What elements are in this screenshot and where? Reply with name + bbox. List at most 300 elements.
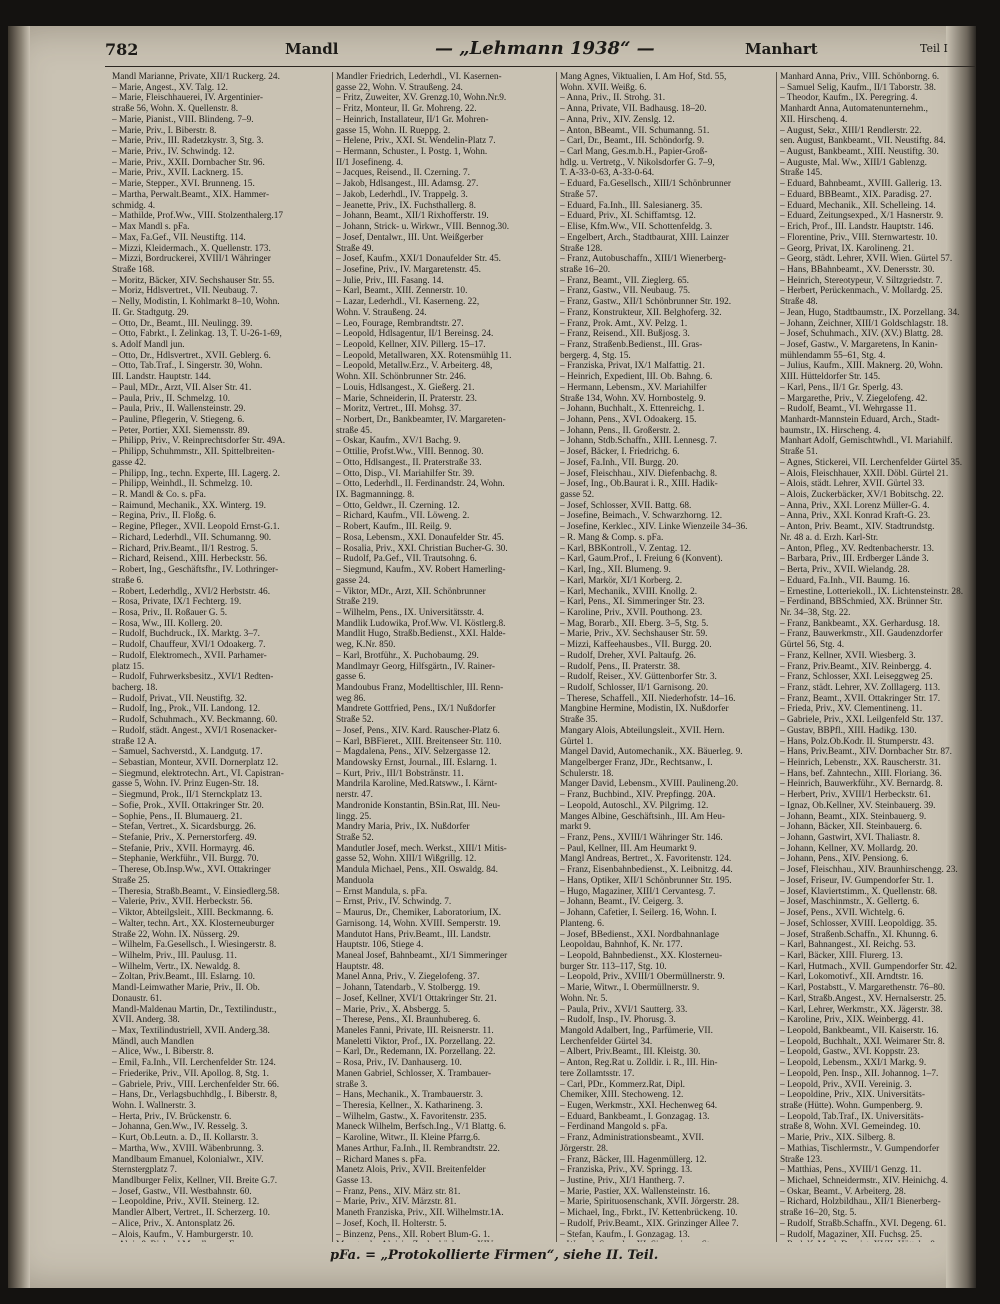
column-4 bbox=[780, 72, 974, 1242]
column-divider bbox=[332, 72, 333, 1242]
entry-line: – Robert, Kaufm., III. Reilg. 9. bbox=[336, 522, 452, 533]
header-rule bbox=[105, 66, 975, 67]
entry-line: – Franziska, Privat, IX/1 Malfattig. 21. bbox=[560, 361, 705, 372]
entry-line: – Josef, Schlosser, XVIII. Leopoldigg. 35. bbox=[780, 918, 938, 929]
entry-line: – Josef, Schlosser, XVII. Battg. 68. bbox=[560, 500, 692, 511]
entry-line: – Franz, Administrationsbeamt., XVII. bbox=[560, 1133, 704, 1144]
entry-line: – Anna, Priv., II. Strohg. 31. bbox=[560, 93, 666, 104]
entry-line: – Ferdinand Mangold s. pFa. bbox=[560, 1122, 668, 1133]
entry-line: gasse 6. bbox=[336, 672, 366, 683]
entry-line: bacherg. 18. bbox=[112, 682, 158, 693]
entry-line: – Wilhelm, Priv., III. Paulusg. 11. bbox=[112, 950, 237, 961]
entry-line: platz 15. bbox=[112, 661, 145, 672]
entry-line: – Leopoldine, Priv., XIX. Universitäts- bbox=[780, 1090, 926, 1101]
entry-line: – Johann, Gastwirt, XVI. Thaliastr. 8. bbox=[780, 833, 920, 844]
entry-line: – Marie, Priv., XXII. Dornbacher Str. 96. bbox=[112, 157, 265, 168]
entry-line: – Heinrich, Stereotypeur, V. Siltzgriedstr. 7. bbox=[780, 275, 943, 286]
entry-line: – Marie, Schneiderin, II. Praterstr. 23. bbox=[336, 393, 477, 404]
entry-line: – Florentine, Priv., VIII. Sternwartestr. 10. bbox=[780, 232, 938, 243]
entry-line: – Karl, Bäcker, XIII. Flurerg. 13. bbox=[780, 950, 903, 961]
entry-line: – Hans, bef. Zahntechn., XIII. Floriang. 36. bbox=[780, 768, 942, 779]
entry-line: – Ernst, Priv., IV. Schwindg. 7. bbox=[336, 897, 452, 908]
header-right-word: Manhart bbox=[745, 40, 818, 58]
entry-line: – Viktor, Abteilgsleit., XIII. Beckmanng. 6. bbox=[112, 908, 274, 919]
entry-line: – Robert, Ing., Geschäftsfhr., IV. Lothringer- bbox=[112, 565, 279, 576]
entry-line: – Ignaz, Ob.Kellner, XV. Steinbauerg. 39. bbox=[780, 800, 936, 811]
entry-line: – Hugo, Magaziner, XIII/1 Cervantesg. 7. bbox=[560, 886, 716, 897]
entry-line: Leopoldau, Bahnhof, K. Nr. 177. bbox=[560, 940, 683, 951]
entry-line: – Josef, Dentalwr., III. Unt. Weißgerber bbox=[336, 232, 484, 243]
entry-line: – Binzenz, Pens., XII. Robert Blum-G. 1. bbox=[336, 1229, 490, 1240]
entry-line: Gürtel 1. bbox=[560, 736, 594, 747]
entry-line: – Sofie, Prok., XVII. Ottakringer Str. 20. bbox=[112, 800, 264, 811]
entry-line: – Oskar, Beamt., V. Arbeiterg. 28. bbox=[780, 1186, 906, 1197]
entry-line: mühlendamm 55–61, Stg. 4. bbox=[780, 350, 886, 361]
entry-line: Mandler Friedrich, Lederhdl., VI. Kasernen- bbox=[336, 72, 502, 82]
entry-line: – Franz, Gastw., VII. Neubaug. 75. bbox=[560, 286, 691, 297]
entry-line: – Otto, Disp., VI. Mariahilfer Str. 39. bbox=[336, 468, 475, 479]
entry-line: Planteng. 6. bbox=[560, 918, 605, 929]
entry-line: – Fritz, Monteur, II. Gr. Mohreng. 22. bbox=[336, 104, 477, 115]
entry-line: Gürtel 56, Stg. 4. bbox=[780, 640, 845, 651]
entry-line: – Erich, Prof., III. Landstr. Hauptstr. 146. bbox=[780, 222, 934, 233]
entry-line: – Karoline, Priv., XIX. Weinbergg. 41. bbox=[780, 1015, 924, 1026]
entry-line: tere Zollamtsstr. 17. bbox=[560, 1068, 635, 1079]
entry-line: – Eduard, Mechanik., XII. Schelleing. 14. bbox=[780, 200, 936, 211]
entry-line: – Viktor, MDr., Arzt, XII. Schönbrunner bbox=[336, 586, 486, 597]
entry-line: – Louis, Hdlsangest., X. Gießerg. 21. bbox=[336, 382, 475, 393]
entry-line: – Rudolf, Insp., IV. Phorusg. 3. bbox=[560, 1015, 676, 1026]
entry-line: Wohn. Nr. 5. bbox=[560, 993, 608, 1004]
entry-line: – Rudolf, Reiser., XV. Güttenborfer Str. 3. bbox=[560, 672, 717, 683]
entry-line: – August, Bankbeamt., XIII. Neustiftg. 30. bbox=[780, 147, 939, 158]
entry-line: – Leopold, Priv., XVII. Vereinig. 3. bbox=[780, 1079, 912, 1090]
entry-line: Straße 52. bbox=[336, 715, 374, 726]
entry-line: – Franziska, Priv., XV. Springg. 13. bbox=[560, 1165, 693, 1176]
entry-line: – Johanna, Gen.Ww., IV. Resselg. 3. bbox=[112, 1122, 248, 1133]
entry-line: – Eduard, Priv., XI. Schiffamtsg. 12. bbox=[560, 211, 696, 222]
entry-line: – Georg, Privat, IX. Karolineng. 21. bbox=[780, 243, 915, 254]
entry-line: – Marie, Spirituosenschank, XVII. Jörgerstr. 28. bbox=[560, 1197, 740, 1208]
entry-line: II/1 Josefineng. 4. bbox=[336, 157, 404, 168]
entry-line: XII. Hirschenq. 4. bbox=[780, 114, 848, 125]
entry-line: – Alice, Ww., I. Biberstr. 8. bbox=[112, 1047, 214, 1058]
entry-line: burger Str. 113–117, Stg. 10. bbox=[560, 961, 667, 972]
entry-line: lingg. 25. bbox=[336, 811, 372, 822]
entry-line: – Marie, Priv., XV. Sechshauser Str. 59. bbox=[560, 629, 708, 640]
entry-line: Mandutot Hans, Priv.Beamt., III. Landstr. bbox=[336, 929, 491, 940]
entry-line: – Leopold, Metallw.Erz., V. Arbeiterg. 48, bbox=[336, 361, 493, 372]
entry-line: – Hans, Priv.Beamt., XIV. Dornbacher Str. 87. bbox=[780, 747, 952, 758]
entry-line: Mandry Maria, Priv., IX. Nußdorfer bbox=[336, 822, 470, 833]
entry-line: – Gabriele, Priv., XXI. Leilgenfeld Str. 137. bbox=[780, 715, 944, 726]
entry-line: – Leopold, Bankbeamt., VII. Kaiserstr. 16. bbox=[780, 1025, 939, 1036]
entry-line: – Josef, Fleischhau., XIV. Braunhirschengg. 23. bbox=[780, 865, 958, 876]
entry-line: – Eduard, Fa.Inh., III. Salesianerg. 35. bbox=[560, 200, 703, 211]
entry-line: – Franz, Reisend., XII. Bußjosg. 3. bbox=[560, 329, 690, 340]
entry-line: straße 12 A. bbox=[112, 736, 157, 747]
entry-line: Manhart Adolf, Gemischtwhdl., VI. Mariahilf. bbox=[780, 436, 953, 447]
entry-line: – Marie, Witwr., I. Obermüllnerstr. 9. bbox=[560, 983, 700, 994]
entry-line: – Hermann, Lebensm., XV. Mariahilfer bbox=[560, 382, 707, 393]
entry-line: – Peter, Portier, XXI. Siemensstr. 89. bbox=[112, 425, 250, 436]
entry-line: – Paula, Priv., II. Wallensteinstr. 29. bbox=[112, 404, 246, 415]
entry-line: – Engelbert, Arch., Stadtbaurat, XIII. Lainzer bbox=[560, 232, 729, 243]
entry-line: – Stefan, Kaufm., I. Gonzagag. 13. bbox=[560, 1229, 690, 1240]
entry-line: – Johann, Beamt., XIX. Steinbauerg. 9. bbox=[780, 811, 927, 822]
entry-line: – Siegmund, Kaufm., XV. Robert Hamerling- bbox=[336, 565, 506, 576]
column-divider bbox=[556, 72, 557, 1242]
entry-line: Manen Gabriel, Schlosser, X. Trambauer- bbox=[336, 1068, 492, 1079]
entry-line: – Robert, Lederhdlg., XVI/2 Herbststr. 46. bbox=[112, 586, 271, 597]
entry-line: – Johann, Zeichner, XIII/1 Goldschlagstr. 18. bbox=[780, 318, 949, 329]
entry-line: – Rudolf, städt. Angest., XVI/1 Rosenacker- bbox=[112, 725, 277, 736]
entry-line: Mangelberger Franz, JDr., Rechtsanw., I. bbox=[560, 758, 713, 768]
entry-line: II. Gr. Stadtgutg. 29. bbox=[112, 307, 189, 318]
entry-line: – Herbert, Perückenmach., V. Mollardg. 25. bbox=[780, 286, 943, 297]
entry-line: – Josef, BBedienst., XXI. Nordbahnanlage bbox=[560, 929, 720, 940]
entry-line: Mandlmayr Georg, Hilfsgärtn., IV. Rainer- bbox=[336, 661, 496, 672]
entry-line: Hauptstr. 106, Stiege 4. bbox=[336, 940, 424, 951]
entry-line: – Rudolf, Beamt., VI. Wehrgasse 11. bbox=[780, 404, 917, 415]
entry-line: – Franz, Prok. Amt., XV. Pelzg. 1. bbox=[560, 318, 688, 329]
entry-line: Maneth Franziska, Priv., XII. Wilhelmstr.1A. bbox=[336, 1208, 504, 1219]
entry-line: – Jean, Hugo, Stadtbaumstr., IX. Porzellang. 34. bbox=[780, 307, 960, 318]
entry-line: – Hans, Polz.Ob.Kodr. II. Stumperstr. 43. bbox=[780, 736, 934, 747]
entry-line: – Friederike, Priv., VII. Apollog. 8, Stg. 1. bbox=[112, 1068, 270, 1079]
entry-line: – Margarethe, Priv., V. Ziegelofeng. 42. bbox=[780, 393, 928, 404]
entry-line: gasse 52, Wohn. XIII/1 Wißgrillg. 12. bbox=[336, 854, 477, 865]
entry-line: – Franz, Straßenb.Bedienst., III. Gras- bbox=[560, 339, 703, 350]
entry-line: – Karoline, Witwr., II. Kleine Pfarrg.6. bbox=[336, 1133, 481, 1144]
entry-line: – August, Sekr., XIII/1 Rendlerstr. 22. bbox=[780, 125, 922, 136]
entry-line: – Karl, Pens., II/1 Gr. Sperlg. 43. bbox=[780, 382, 903, 393]
entry-line: – Karl, Brotführ., X. Puchobaumg. 29. bbox=[336, 650, 479, 661]
header-title: — „Lehmann 1938“ — bbox=[435, 38, 655, 59]
entry-line: – Rudolf, Fuhrwerksbesitz., XVI/1 Redten- bbox=[112, 672, 274, 683]
entry-line: – Mag, Borarb., XII. Eberg. 3–5, Stg. 5. bbox=[560, 618, 709, 629]
entry-line: Mandlit Hugo, Straßb.Bedienst., XXI. Halde- bbox=[336, 629, 506, 640]
book-binding-shadow bbox=[8, 26, 30, 1288]
entry-line: – Eduard, Fa.Inh., VII. Baumg. 16. bbox=[780, 575, 910, 586]
column-1 bbox=[112, 72, 324, 1242]
entry-line: – Martha, Ww., XVIII. Wäbenbrunng. 3. bbox=[112, 1143, 264, 1154]
entry-line: – Josef, Gastw., VII. Westbahnstr. 60. bbox=[112, 1186, 252, 1197]
entry-line: – Maurus, Dr., Chemiker, Laboratorium, IX. bbox=[336, 908, 502, 919]
entry-line: – Alois, Zuckerbäcker, XV/1 Bobitschg. 22. bbox=[780, 490, 944, 501]
entry-line: – Therese, Ob.Insp.Ww., XVI. Ottakringer bbox=[112, 865, 271, 876]
entry-line: – Wilhelm, Fa.Gesellsch., I. Wiesingerstr. 8. bbox=[112, 940, 277, 951]
entry-line: – Wilhelm, Pens., IX. Universitätsstr. 4. bbox=[336, 607, 484, 618]
entry-line: – Lazar, Lederhdl., VI. Kaserneng. 22, bbox=[336, 297, 480, 308]
entry-line: – Valerie, Priv., XVII. Herbeckstr. 56. bbox=[112, 897, 253, 908]
entry-line: – Therese, Pens., XI. Braunhubereg. 6. bbox=[336, 1015, 481, 1026]
entry-line: – Berta, Priv., XVII. Wielandg. 28. bbox=[780, 565, 910, 576]
entry-line: – Rosa, Private, IX/1 Fechterg. 19. bbox=[112, 597, 242, 608]
entry-line: – Eduard, Bankbeamt., I. Gonzagag. 13. bbox=[560, 1111, 710, 1122]
entry-line: XIII. Hütteldorfer Str. 145. bbox=[780, 372, 881, 383]
entry-line: Manduola bbox=[336, 875, 374, 886]
entry-line: – Stefan, Vertret., X. Sicardsburgg. 26. bbox=[112, 822, 256, 833]
entry-line: Donaustr. 61. bbox=[112, 993, 162, 1004]
entry-line: – Anton, Pfleg., XV. Redtenbacherstr. 13. bbox=[780, 543, 934, 554]
entry-line: – Walter, techn. Art., XX. Klosterneuburger bbox=[112, 918, 275, 929]
entry-line: – Rudolf, Privat., VII. Neustiftg. 32. bbox=[112, 693, 247, 704]
entry-line: straße 6. bbox=[112, 575, 144, 586]
entry-line: – Johann, Tatendarb., V. Stolbergg. 19. bbox=[336, 983, 481, 994]
entry-line: – Josef, Fa.Inh., VII. Burgg. 20. bbox=[560, 457, 679, 468]
entry-line: – Rudolf, Schlosser, II/1 Garnisong. 20. bbox=[560, 682, 709, 693]
entry-line: Mandlik Ludowika, Prof.Ww. VI. Köstlerg.8. bbox=[336, 618, 506, 629]
entry-line: gasse 22, Wohn. V. Straußeng. 24. bbox=[336, 82, 463, 93]
entry-line: – Josef, Kaufm., XXI/1 Donaufelder Str. 45. bbox=[336, 254, 501, 265]
entry-line: Mangold Adalbert, Ing., Parfümerie, VII. bbox=[560, 1025, 713, 1036]
entry-line: – Karl, Hutmach., XVII. Gumpendorfer Str. 42. bbox=[780, 961, 958, 972]
entry-line: – Richard, Priv.Beamt., II/1 Restrog. 5. bbox=[112, 543, 258, 554]
entry-line: – Anton, Priv. Beamt., XIV. Stadtrundstg. bbox=[780, 522, 935, 533]
entry-line: – Pauline, Pflegerin, V. Stiegeng. 6. bbox=[112, 415, 245, 425]
entry-line: – Marie, Pianist., VIII. Blindeng. 7–9. bbox=[112, 114, 254, 125]
entry-line: – Philipp, Ing., techn. Experte, III. Lagerg. 2. bbox=[112, 468, 280, 479]
entry-line: – Johann, Stdb.Schaffn., XIII. Lennesg. 7. bbox=[560, 436, 717, 447]
entry-line: IX. Bagmanningg. 8. bbox=[336, 490, 415, 501]
entry-line: – Jakob, Lederhdl., IV. Trappelg. 3. bbox=[336, 189, 468, 200]
entry-line: – Stephanie, Werkführ., VII. Burgg. 70. bbox=[112, 854, 259, 865]
entry-line: – Philipp, Weinhdl., II. Schmelzg. 10. bbox=[112, 479, 253, 490]
entry-line: – Emil, Fa.Inh., VII. Lerchenfelder Str. 124. bbox=[112, 1058, 276, 1069]
entry-line: – Eugen, Werkmstr., XXI. Hechenweg 64. bbox=[560, 1101, 718, 1111]
entry-line: – Franz, Kellner, XVII. Wiesberg. 3. bbox=[780, 650, 916, 661]
entry-line: sen. August, Bankbeamt., VII. Neustiftg. 84. bbox=[780, 136, 946, 147]
entry-line: – Herta, Priv., IV. Brückenstr. 6. bbox=[112, 1111, 232, 1122]
entry-line: – Franz, Pens., XIV. März str. 81. bbox=[336, 1186, 461, 1197]
entry-line: – Anna, Private, VII. Badhausg. 18–20. bbox=[560, 104, 707, 115]
entry-line: – Leopoldine, Priv., XVII. Steinerg. 12. bbox=[112, 1197, 260, 1208]
entry-line: – Josef, Pens., XVII. Wichtelg. 6. bbox=[780, 908, 905, 919]
entry-line: – Jakob, Hdlsangest., III. Adamsg. 27. bbox=[336, 179, 479, 190]
entry-line: – Karl, Straßb.Angest., XV. Hernalserstr. 25. bbox=[780, 993, 947, 1004]
entry-line: – Marie, Priv., I. Biberstr. 8. bbox=[112, 125, 217, 136]
entry-line: – Otto, Dr., Hdlsvertret., XVII. Geblerg. 6. bbox=[112, 350, 271, 361]
entry-line: Sternstergplatz 7. bbox=[112, 1165, 177, 1176]
entry-line: – Rosa, Priv., IV. Danhauserg. 10. bbox=[336, 1058, 462, 1069]
entry-line: – Sophie, Pens., II. Blumauerg. 21. bbox=[112, 811, 243, 822]
entry-line: – Samuel, Sachverstd., X. Landgutg. 17. bbox=[112, 747, 263, 758]
entry-line: – Eduard, Fa.Gesellsch., XIII/1 Schönbrunner bbox=[560, 179, 731, 190]
entry-line: – Josefine, Priv., IV. Margaretenstr. 45. bbox=[336, 264, 481, 275]
entry-line: Mandl Marianne, Private, XII/1 Ruckerg. 24. bbox=[112, 72, 280, 82]
entry-line: – Ernst Mandula, s. pFa. bbox=[336, 886, 428, 897]
entry-line: – Leopold, Lebensm., XXI/1 Markg. 9. bbox=[780, 1058, 927, 1069]
entry-line: – Michael, Schneidermstr., XIV. Heinichg. 4. bbox=[780, 1176, 948, 1187]
entry-line: – Paula, Priv., II. Schmelzg. 10. bbox=[112, 393, 230, 404]
entry-line: – Carl, PDr., Kommerz.Rat, Dipl. bbox=[560, 1079, 685, 1090]
entry-line: – Magdalena, Pens., XIV. Selzergasse 12. bbox=[336, 747, 491, 758]
entry-line: – Hans, Mechanik., X. Trambauerstr. 3. bbox=[336, 1090, 483, 1101]
entry-line: – Josef, Friseur, IV. Gumpendorfer Str. 1. bbox=[780, 875, 934, 886]
entry-line: Mandlbaum Emanuel, Kolonialwr., XIV. bbox=[112, 1154, 264, 1165]
entry-line: – Josef, Schuhmach., XIV. (XV.) Blattg. 28. bbox=[780, 329, 944, 340]
column-3 bbox=[560, 72, 772, 1242]
entry-line bbox=[560, 1240, 772, 1242]
entry-line: – Franz, Bankbeamt., XX. Gerhardusg. 18. bbox=[780, 618, 940, 629]
entry-line: – Ottilie, Profst.Ww., VIII. Bennog. 30. bbox=[336, 447, 484, 458]
entry-line: – Marie, Priv., XIX. Silberg. 8. bbox=[780, 1133, 896, 1144]
entry-line: – Zoltan, Priv.Beamt., III. Eslarng. 10. bbox=[112, 972, 255, 983]
entry-line: – Nelly, Modistin, I. Kohlmarkt 8–10, Wohn. bbox=[112, 297, 280, 308]
entry-line: straße 3. bbox=[336, 1079, 368, 1090]
entry-line: – Karl, Dr., Redemann, IX. Porzellang. 22. bbox=[336, 1047, 496, 1058]
entry-line: – Ferdinand, BBSchmied, XX. Brünner Str. bbox=[780, 597, 943, 608]
entry-line: – Otto, Lederhdl., II. Ferdinandstr. 24, Wohn. bbox=[336, 479, 505, 490]
entry-line: – Herbert, Priv., XVIII/1 Herbeckstr. 61. bbox=[780, 790, 931, 801]
entry-line: – Raimund, Mechanik., XX. Winterg. 19. bbox=[112, 500, 266, 511]
entry-line: – Regina, Priv., II. Floßg. 6. bbox=[112, 511, 216, 522]
entry-line: Mang Agnes, Viktualien, I. Am Hof, Std. 55, bbox=[560, 72, 727, 82]
entry-line: – Regine, Pfleger., XVII. Leopold Ernst-G.1. bbox=[112, 522, 280, 533]
entry-line: – Josefine, Beimach., V. Schwarzhorng. 12. bbox=[560, 511, 723, 522]
entry-line: – Stefanie, Priv., X. Pernerstorferg. 49. bbox=[112, 833, 257, 844]
entry-line: – Rudolf, Magaziner, XII. Fuchsg. 25. bbox=[780, 1229, 923, 1240]
entry-line: – Heinrich, Bauwerkführ., XV. Bernardg. 8. bbox=[780, 779, 943, 790]
entry-line: Gasse 13. bbox=[336, 1176, 373, 1187]
entry-line: – Moritz, Bäcker, XIV. Sechshauser Str. 55. bbox=[112, 275, 275, 286]
entry-line: – Johann, Bäcker, XII. Steinbauerg. 6. bbox=[780, 822, 922, 833]
entry-line: – Theresia, Kellner., X. Katharineng. 3. bbox=[336, 1101, 483, 1111]
entry-line: – Karl, Lokomotivf., XII. Arndtstr. 16. bbox=[780, 972, 924, 983]
entry-line: – Johann, Buchhalt., X. Ettenreichg. 1. bbox=[560, 404, 705, 415]
entry-line: – Anna, Priv., XIV. Zenslg. 12. bbox=[560, 114, 675, 125]
entry-line: – Josef, Bäcker, I. Friedrichg. 6. bbox=[560, 447, 680, 458]
entry-line: – Leopold, Pen. Insp., XII. Johannog. 1–7. bbox=[780, 1068, 939, 1079]
column-divider bbox=[776, 72, 777, 1242]
entry-line: – Otto, Fabrkt., I. Zelinkag. 13, T. U-26-1-69, bbox=[112, 329, 282, 340]
entry-line: – Norbert, Dr., Bankbeamter, IV. Margareten- bbox=[336, 415, 506, 425]
entry-line: Schulerstr. 18. bbox=[560, 768, 614, 779]
entry-line: Mandronide Konstantin, BSin.Rat, III. Neu- bbox=[336, 800, 501, 811]
entry-line: Maneletti Viktor, Prof., IX. Porzellang. 22. bbox=[336, 1036, 496, 1047]
entry-line: – Matthias, Pens., XVIII/1 Genzg. 11. bbox=[780, 1165, 922, 1176]
entry-line: – Karl, Markör, XI/1 Korberg. 2. bbox=[560, 575, 683, 586]
entry-line: gasse 5, Wohn. IV. Prinz Eugen-Str. 18. bbox=[112, 779, 259, 790]
entry-line: Mandrete Gottfried, Pens., IX/1 Nußdorfer bbox=[336, 704, 496, 715]
header-left-word: Mandl bbox=[285, 40, 339, 58]
entry-line: Manes Arthur, Fa.Inh., II. Rembrandtstr. 22. bbox=[336, 1143, 500, 1154]
entry-line: s. Adolf Mandl jun. bbox=[112, 339, 185, 350]
entry-line: – Rudolf, Chauffeur, XVI/1 Odoakerg. 7. bbox=[112, 640, 266, 651]
entry-line: – Auguste, Mal. Ww., XIII/1 Gablenzg. bbox=[780, 157, 927, 168]
entry-line: Manges Albine, Geschäftsinh., III. Am Heu- bbox=[560, 811, 725, 822]
page-number: 782 bbox=[105, 40, 139, 59]
entry-line: – Karl, Mechanik., XVIII. Knollg. 2. bbox=[560, 586, 698, 597]
entry-line: – Rudolf, Dreher, XVI. Paltaufg. 26. bbox=[560, 650, 696, 661]
entry-line: Straße 57. bbox=[560, 189, 598, 200]
entry-line: – Eduard, Bahnbeamt., XVIII. Gallerig. 13. bbox=[780, 179, 942, 190]
entry-line: – Richard, Reisend., XIII. Herbeckstr. 56. bbox=[112, 554, 268, 565]
entry-line: – Mathias, Tischlermstr., V. Gumpendorfer bbox=[780, 1143, 940, 1154]
entry-line: Straße 219. bbox=[336, 597, 379, 608]
entry-line: hdlg. u. Vertretg., V. Nikolsdorfer G. 7–9, bbox=[560, 157, 715, 168]
entry-line: – Leopold, Priv., XVIII/1 Obermüllnerstr. 9. bbox=[560, 972, 725, 983]
entry-line: – Samuel Selig, Kaufm., II/1 Taborstr. 38. bbox=[780, 82, 936, 93]
entry-line: – Hans, Optiker, XII/1 Schönbrunner Str. 195. bbox=[560, 875, 732, 886]
entry-line: – Karoline, Priv., XVII. Pouthong. 23. bbox=[560, 607, 703, 618]
entry-line: XVII. Anderg. 38. bbox=[112, 1015, 180, 1026]
entry-line: – Leopold, Kellner, XIV. Pillerg. 15–17. bbox=[336, 339, 486, 350]
entry-line: – Philipp, Schuhmmstr., XII. Spittelbreiten- bbox=[112, 447, 275, 458]
entry-line: Manhardt-Mannstein Eduard, Arch., Stadt- bbox=[780, 415, 940, 425]
entry-line: – Josef, Pens., XIV. Kard. Rauscher-Platz 6. bbox=[336, 725, 500, 736]
entry-line: Wohn. XII. Schönbrunner Str. 246. bbox=[336, 372, 466, 383]
entry-line: – Anton, BBeamt., VII. Schumanng. 51. bbox=[560, 125, 710, 136]
entry-line: – Oskar, Kaufm., XV/1 Bachg. 9. bbox=[336, 436, 461, 447]
entry-line bbox=[780, 1240, 974, 1242]
entry-line: – Johann, Cafetier, I. Seilerg. 16, Wohn. I. bbox=[560, 908, 717, 919]
entry-line: – Johann, Strick- u. Wirkwr., VIII. Bennog.30. bbox=[336, 222, 510, 233]
entry-line: – Rudolf, Ing., Prok., VII. Landong. 12. bbox=[112, 704, 261, 715]
entry-line: – Georg, städt. Lehrer, XVII. Wien. Gürtel 57. bbox=[780, 254, 953, 265]
entry-line: – Anna, Priv., XXI. Lorenz Müller-G. 4. bbox=[780, 500, 930, 511]
entry-line: gasse 52. bbox=[560, 490, 595, 501]
entry-line: – Max, Textilindustriell, XVII. Anderg.38. bbox=[112, 1025, 270, 1036]
entry-line: markt 9. bbox=[560, 822, 591, 833]
entry-line: Straße 25. bbox=[112, 875, 150, 886]
entry-line: – Otto, Hdlsangest., II. Praterstraße 33. bbox=[336, 457, 482, 468]
entry-line: – Karl, Gaum.Prof., I. Freiung 6 (Konvent). bbox=[560, 554, 723, 565]
entry-line: – Leopold, Hdlsagentur, II/1 Bereinsg. 24. bbox=[336, 329, 494, 340]
entry-line: – Julie, Priv., III. Fasang. 14. bbox=[336, 275, 444, 286]
entry-line: – Franz, Priv.Beamt., XIV. Reinbergg. 4. bbox=[780, 661, 932, 672]
entry-line: – Leopold, Metallwaren, XX. Rotensmühlg 11. bbox=[336, 350, 512, 361]
entry-line: Nr. 48 a. d. Erzh. Karl-Str. bbox=[780, 532, 879, 543]
entry-line: – Martha, Perwalt.Beamt., XIX. Hammer- bbox=[112, 189, 270, 200]
entry-line: straße (Hütte). Wohn. Gumpenberg. 9. bbox=[780, 1101, 923, 1111]
entry-line: – Anton, Reg.Rat u. Zolldir. i. R., III. Hin- bbox=[560, 1058, 718, 1069]
entry-line: Manger David, Lebensm., XVIII. Paulineng.20. bbox=[560, 779, 739, 790]
entry-line: – Mizzi, Kaffeehausbes., VII. Burgg. 20. bbox=[560, 640, 712, 651]
entry-line: Manetz Alois, Priv., XVII. Breitenfelder bbox=[336, 1165, 486, 1176]
entry-line: – Rudolf, Straßb.Schaffn., XVI. Degeng. 61. bbox=[780, 1218, 947, 1229]
entry-line: – Elise, Kfm.Ww., VII. Schottenfeldg. 3. bbox=[560, 222, 713, 233]
entry-line: Chemiker, XIII. Stechoweng. 12. bbox=[560, 1090, 684, 1101]
entry-line: – Josef, Straßenb.Schaffn., XI. Khunng. 6. bbox=[780, 929, 938, 940]
entry-line: Wohn. XVII. Weißg. 6. bbox=[560, 82, 647, 93]
entry-line: – Karl, Postabstt., V. Margarethenstr. 76–80. bbox=[780, 983, 946, 994]
entry-line: Straße 22, Wohn. IX. Nüsserg. 29. bbox=[112, 929, 240, 940]
entry-line: – Karl, BBKontroll., V. Zentag. 12. bbox=[560, 543, 692, 554]
entry-line: – Rudolf, Priv.Beamt., XIX. Grinzinger Allee 7. bbox=[560, 1218, 739, 1229]
entry-line: – Johann, Beamt., XII/1 Rixhofferstr. 19. bbox=[336, 211, 489, 222]
entry-line: – Hans, Dr., Verlagsbuchhdlg., I. Biberstr. 8, bbox=[112, 1090, 278, 1101]
entry-line: Straße 123. bbox=[780, 1154, 823, 1165]
entry-line: – Richard, Holzbildhau., XII/1 Bienerberg- bbox=[780, 1197, 941, 1208]
entry-line: Manhard Anna, Priv., VIII. Schönborng. 6. bbox=[780, 72, 940, 82]
entry-line: III. Landstr. Hauptstr. 144. bbox=[112, 372, 211, 383]
entry-line: – Rosa, Priv., II. Roßauer G. 5. bbox=[112, 607, 228, 618]
entry-line bbox=[336, 1240, 548, 1242]
entry-line: Straße 128. bbox=[560, 243, 603, 254]
entry-line: nerstr. 47. bbox=[336, 790, 373, 801]
entry-line: – Eduard, Zeitungsexped., X/1 Hasnerstr. 9. bbox=[780, 211, 944, 222]
entry-line: – Johann, Pens., XVI. Odoakerg. 15. bbox=[560, 415, 697, 425]
entry-line: – Leopold, Bahnbedienst., XX. Klosterneu- bbox=[560, 950, 723, 961]
entry-line: Wohn. I. Wallnerstr. 3. bbox=[112, 1101, 196, 1111]
entry-line: – Kurt, Priv., III/1 Bobstränstr. 11. bbox=[336, 768, 464, 779]
entry-line: – Albert, Priv.Beamt., III. Kleistg. 30. bbox=[560, 1047, 701, 1058]
entry-line: Straße 51. bbox=[780, 447, 818, 458]
entry-line: – Johann, Pens., XIV. Pensiong. 6. bbox=[780, 854, 909, 865]
entry-line: – Josefine, Kerklec., XIV. Linke Wienzeile 34–36. bbox=[560, 522, 748, 533]
